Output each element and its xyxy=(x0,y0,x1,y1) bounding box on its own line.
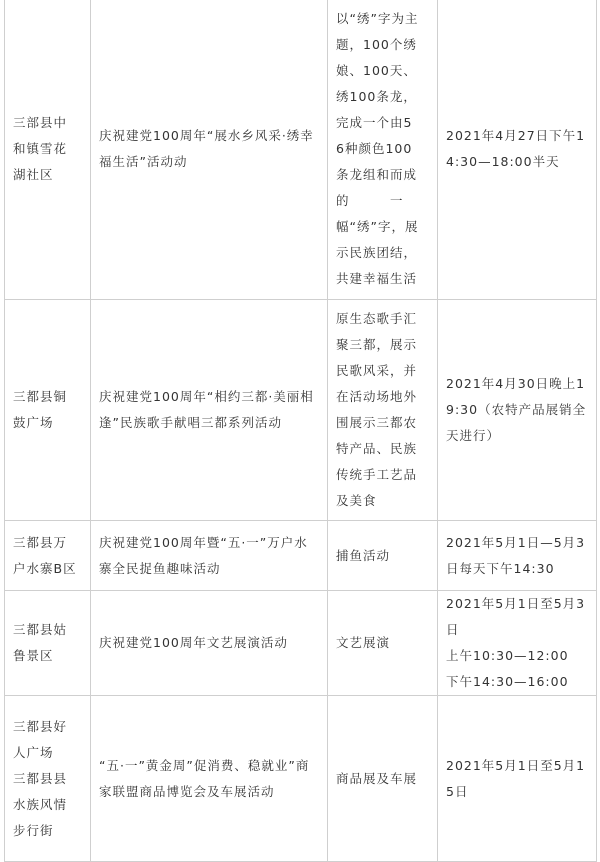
cell-text-line: 4:30—18:00半天 xyxy=(446,154,560,169)
cell-text-line: 三都县万 xyxy=(13,534,68,550)
content-cell xyxy=(328,0,438,300)
cell-text-line: 传统手工艺品 xyxy=(336,467,418,482)
cell-text-line: 原生态歌手汇 xyxy=(336,311,418,326)
cell-text-line: 条龙组和而成 xyxy=(336,167,418,182)
activity-cell xyxy=(91,591,328,696)
cell-text-line: 以“绣”字为主 xyxy=(336,11,419,26)
cell-text-line: 6种颜色100 xyxy=(336,141,413,156)
cell-text-line: 幅“绣”字，展 xyxy=(336,219,419,234)
cell-text-line: 人广场 xyxy=(13,744,54,760)
cell-text-line: 的 一 xyxy=(336,193,404,208)
cell-text-line: “五·一”黄金周”促消费、稳就业”商 xyxy=(99,757,310,773)
activity-cell xyxy=(91,300,328,521)
cell-text-line: 庆祝建党100周年暨“五·一”万户水 xyxy=(99,534,308,550)
location-cell xyxy=(5,696,91,862)
cell-text-line: 家联盟商品博览会及车展活动 xyxy=(99,783,275,799)
table-row xyxy=(5,521,597,591)
cell-text-line: 文艺展演 xyxy=(336,635,391,650)
activity-cell xyxy=(91,696,328,862)
cell-text-line: 下午14:30—16:00 xyxy=(446,674,569,689)
cell-text-line: 福生活”活动动 xyxy=(99,154,188,169)
cell-text-line: 户水寨B区 xyxy=(13,560,77,576)
location-cell xyxy=(5,0,91,300)
cell-text-line: 逢”民族歌手献唱三都系列活动 xyxy=(99,415,282,430)
cell-text-line: 绣100条龙， xyxy=(336,89,417,104)
cell-text-line: 2021年5月1日—5月3 xyxy=(446,534,586,550)
cell-text-line: 鲁景区 xyxy=(13,648,54,663)
cell-text-line: 2021年5月1日至5月3 xyxy=(446,596,586,611)
time-cell xyxy=(438,300,597,521)
cell-text-line: 在活动场地外 xyxy=(336,389,418,404)
cell-text-line: 9:30（农特产品展销全 xyxy=(446,402,587,417)
cell-text-line: 捕鱼活动 xyxy=(336,547,391,563)
cell-text-line: 庆祝建党100周年“相约三都·美丽相 xyxy=(99,389,314,404)
location-cell xyxy=(5,300,91,521)
cell-text-line: 三都县好 xyxy=(13,718,68,734)
table-row xyxy=(5,696,597,862)
cell-text-line: 聚三都，展示 xyxy=(336,337,418,352)
content-cell xyxy=(328,521,438,591)
time-cell xyxy=(438,521,597,591)
cell-text-line: 三都县铜 xyxy=(13,389,68,404)
location-cell xyxy=(5,591,91,696)
table-row xyxy=(5,0,597,300)
cell-text-line: 上午10:30—12:00 xyxy=(446,648,569,663)
cell-text-line: 完成一个由5 xyxy=(336,115,413,130)
cell-text-line: 日每天下午14:30 xyxy=(446,560,555,576)
cell-text-line: 5日 xyxy=(446,783,469,799)
cell-text-line: 示民族团结， xyxy=(336,245,418,260)
content-cell xyxy=(328,300,438,521)
cell-text-line: 日 xyxy=(446,622,460,637)
cell-text-line: 娘、100天、 xyxy=(336,63,417,78)
cell-text-line: 水族风情 xyxy=(13,796,68,812)
cell-text-line: 三都县姑 xyxy=(13,622,68,637)
cell-text-line: 天进行） xyxy=(446,428,501,443)
table-row xyxy=(5,300,597,521)
cell-text-line: 及美食 xyxy=(336,493,377,508)
cell-text-line: 商品展及车展 xyxy=(336,770,418,786)
cell-text-line: 2021年4月27日下午1 xyxy=(446,128,586,143)
cell-text-line: 湖社区 xyxy=(13,167,54,182)
cell-text-line: 寨全民捉鱼趣味活动 xyxy=(99,560,221,576)
activity-cell xyxy=(91,521,328,591)
cell-text-line: 步行街 xyxy=(13,822,54,838)
cell-text-line: 庆祝建党100周年文艺展演活动 xyxy=(99,635,288,650)
activity-cell xyxy=(91,0,328,300)
cell-text-line: 三都县县 xyxy=(13,770,68,786)
cell-text-line: 庆祝建党100周年“展水乡风采·绣幸 xyxy=(99,128,314,143)
table-row xyxy=(5,591,597,696)
content-cell xyxy=(328,591,438,696)
time-cell xyxy=(438,591,597,696)
time-cell xyxy=(438,696,597,862)
cell-text-line: 三部县中 xyxy=(13,115,68,130)
cell-text-line: 民歌风采，并 xyxy=(336,363,418,378)
content-cell xyxy=(328,696,438,862)
cell-text-line: 特产品、民族 xyxy=(336,441,418,456)
cell-text-line: 2021年5月1日至5月1 xyxy=(446,757,586,773)
cell-text-line: 2021年4月30日晚上1 xyxy=(446,376,586,391)
cell-text-line: 围展示三都农 xyxy=(336,415,418,430)
cell-text-line: 题，100个绣 xyxy=(336,37,417,52)
cell-text-line: 共建幸福生活 xyxy=(336,271,418,286)
events-table xyxy=(4,0,597,862)
time-cell xyxy=(438,0,597,300)
cell-text-line: 鼓广场 xyxy=(13,415,54,430)
cell-text-line: 和镇雪花 xyxy=(13,141,68,156)
location-cell xyxy=(5,521,91,591)
